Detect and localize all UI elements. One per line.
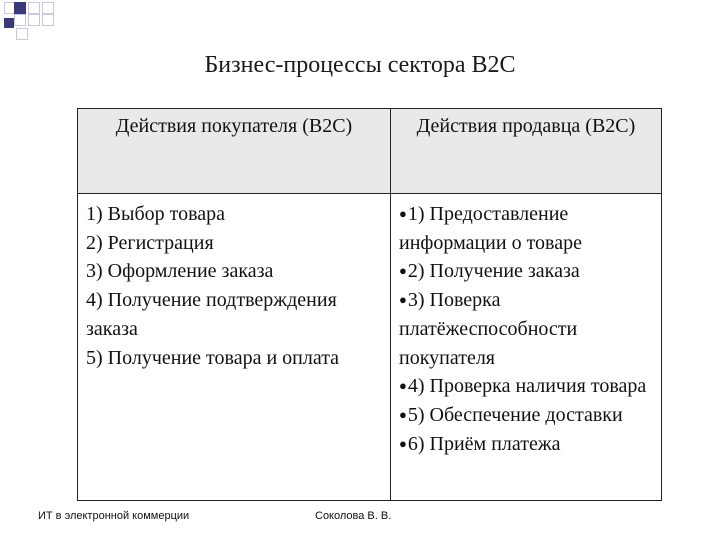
- seller-step-text: 2) Получение заказа: [407, 260, 580, 283]
- table-row: [78, 194, 662, 501]
- buyer-step: 4) Получение подтверждения заказа: [86, 289, 337, 340]
- deco-square: [14, 14, 26, 26]
- b2c-process-table: [77, 108, 662, 501]
- buyer-step: 5) Получение товара и оплата: [86, 346, 340, 369]
- bullet-icon: ●: [399, 406, 407, 422]
- deco-square: [28, 14, 40, 26]
- deco-square: [16, 28, 28, 40]
- seller-step-text: 6) Приём платежа: [407, 432, 561, 455]
- header-buyer-actions: Действия покупателя (B2C): [78, 109, 391, 194]
- bullet-icon: ●: [399, 435, 407, 451]
- slide-title: Бизнес-процессы сектора B2C: [204, 52, 516, 78]
- seller-step: [399, 257, 653, 286]
- footer-author: Соколова В. В.: [315, 510, 392, 522]
- deco-square: [42, 2, 54, 14]
- seller-step: [399, 372, 653, 401]
- seller-steps-cell: [391, 194, 662, 501]
- buyer-step: 1) Выбор товара: [86, 203, 226, 225]
- deco-square: [42, 14, 54, 26]
- deco-square: [14, 2, 26, 14]
- buyer-steps-cell: [78, 194, 391, 501]
- seller-step-text: 4) Проверка наличия товара: [407, 375, 647, 398]
- deco-square: [4, 18, 14, 28]
- seller-step: [399, 401, 653, 430]
- seller-step: [399, 430, 653, 459]
- buyer-step: 3) Оформление заказа: [86, 260, 274, 283]
- footer-course-name: ИТ в электронной коммерции: [38, 510, 190, 522]
- seller-step-text: 5) Обеспечение доставки: [407, 403, 623, 426]
- deco-square: [28, 2, 40, 14]
- seller-step: [399, 286, 653, 372]
- bullet-icon: ●: [399, 292, 407, 308]
- bullet-icon: ●: [399, 206, 407, 221]
- header-seller-actions: Действия продавца (B2C): [391, 109, 662, 194]
- seller-step: [399, 200, 653, 257]
- bullet-icon: ●: [399, 263, 407, 279]
- seller-step-text: 1) Предоставление информации о товаре: [399, 203, 582, 254]
- table-header-row: [78, 109, 662, 194]
- buyer-step: 2) Регистрация: [86, 231, 214, 254]
- bullet-icon: ●: [399, 378, 407, 394]
- seller-step-text: 3) Поверка платёжеспособности покупателя: [399, 289, 578, 369]
